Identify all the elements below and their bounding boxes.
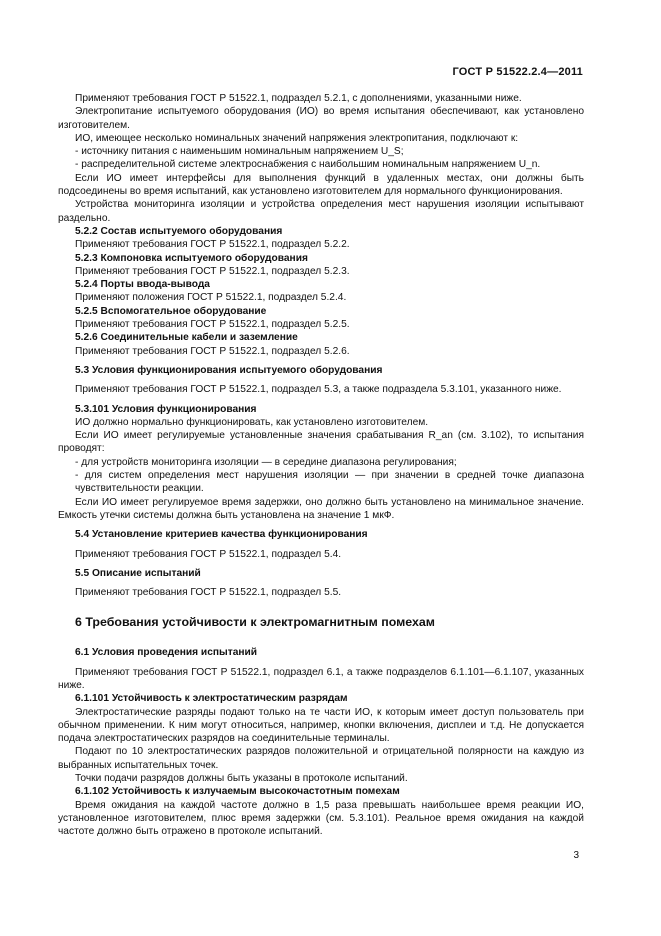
paragraph: Применяют требования ГОСТ Р 51522.1, подраздел 5.2.3. bbox=[75, 265, 350, 277]
paragraph: Если ИО имеет регулируемое время задержки, оно должно быть установлено на минимальное значение. Емкость утечки системы должна быть установлена на значение 1 мкФ. bbox=[58, 496, 584, 521]
section-heading: 5.2.3 Компоновка испытуемого оборудования bbox=[75, 252, 308, 264]
paragraph: Применяют требования ГОСТ Р 51522.1, подраздел 5.2.2. bbox=[75, 239, 350, 251]
page-number: 3 bbox=[573, 850, 579, 861]
paragraph: ИО должно нормально функционировать, как установлено изготовителем. bbox=[75, 416, 429, 428]
section-heading: 5.3.101 Условия функционирования bbox=[75, 403, 257, 415]
list-item: - для систем определения мест нарушения изоляции — при значении в средней точке диапазона чувствительности реакции. bbox=[75, 470, 584, 495]
paragraph: ИО, имеющее несколько номинальных значений напряжения электропитания, подключают к: bbox=[75, 132, 519, 144]
paragraph: Применяют требования ГОСТ Р 51522.1, подраздел 5.2.6. bbox=[75, 345, 350, 357]
paragraph: Применяют требования ГОСТ Р 51522.1, подраздел 5.2.5. bbox=[75, 319, 350, 331]
document-body bbox=[58, 92, 584, 839]
paragraph: Электропитание испытуемого оборудования (ИО) во время испытания обеспечивают, как установлено изготовителем. bbox=[58, 106, 584, 131]
list-item: - распределительной системе электроснабжения с наибольшим номинальным напряжением U_n. bbox=[75, 159, 541, 171]
paragraph: Применяют требования ГОСТ Р 51522.1, подраздел 5.2.1, с дополнениями, указанными ниже. bbox=[75, 93, 522, 104]
paragraph: Подают по 10 электростатических разрядов положительной и отрицательной полярности на каждую из выбранных испытательных точек. bbox=[58, 746, 584, 771]
section-heading: 5.2.6 Соединительные кабели и заземление bbox=[75, 332, 298, 344]
paragraph: Применяют требования ГОСТ Р 51522.1, подраздел 5.3, а также подраздела 5.3.101, указанного ниже. bbox=[75, 384, 562, 396]
section-heading: 6.1.102 Устойчивость к излучаемым высокочастотным помехам bbox=[75, 786, 400, 798]
section-heading: 5.2.2 Состав испытуемого оборудования bbox=[75, 225, 283, 237]
section-heading: 5.3 Условия функционирования испытуемого оборудования bbox=[75, 364, 383, 376]
paragraph: Применяют требования ГОСТ Р 51522.1, подраздел 6.1, а также подразделов 6.1.101—6.1.107, указанных ниже. bbox=[58, 666, 584, 691]
section-heading: 5.5 Описание испытаний bbox=[75, 567, 201, 579]
list-item: - для устройств мониторинга изоляции — в середине диапазона регулирования; bbox=[75, 456, 457, 468]
section-heading: 6.1.101 Устойчивость к электростатическим разрядам bbox=[75, 693, 348, 705]
section-heading: 5.2.4 Порты ввода-вывода bbox=[75, 279, 210, 291]
paragraph: Применяют требования ГОСТ Р 51522.1, подраздел 5.5. bbox=[75, 587, 342, 599]
chapter-heading: 6 Требования устойчивости к электромагнитным помехам bbox=[75, 615, 435, 630]
document-code-header: ГОСТ Р 51522.2.4—2011 bbox=[452, 66, 583, 78]
list-item: - источнику питания с наименьшим номинальным напряжением U_S; bbox=[75, 146, 404, 158]
paragraph: Если ИО имеет регулируемые установленные значения срабатывания R_an (см. 3.102), то испытания проводят: bbox=[58, 430, 584, 455]
paragraph: Устройства мониторинга изоляции и устройства определения мест нарушения изоляции испытывают раздельно. bbox=[58, 199, 584, 224]
section-heading: 5.4 Установление критериев качества функционирования bbox=[75, 529, 368, 541]
paragraph: Электростатические разряды подают только на те части ИО, к которым имеет доступ пользователь при обычном применении. К ним могут относиться, например, кнопки включения, дисплеи и т.д. Не допускается подача электростатических разрядов на соединительные терминалы. bbox=[58, 706, 584, 745]
section-heading: 6.1 Условия проведения испытаний bbox=[75, 647, 258, 659]
paragraph: Если ИО имеет интерфейсы для выполнения функций в удаленных местах, они должны быть подсоединены во время испытаний, как установлено изготовителем для нормального функционирования. bbox=[58, 172, 584, 198]
paragraph: Время ожидания на каждой частоте должно в 1,5 раза превышать наибольшее время реакции ИО, установленное изготовителем, плюс время задержки (см. 5.3.101). Реальное время ожидания на каждой частоте должно быть отражено в протоколе испытаний. bbox=[58, 799, 584, 838]
section-heading: 5.2.5 Вспомогательное оборудование bbox=[75, 305, 267, 317]
paragraph: Применяют положения ГОСТ Р 51522.1, подраздел 5.2.4. bbox=[75, 292, 347, 304]
paragraph: Точки подачи разрядов должны быть указаны в протоколе испытаний. bbox=[75, 773, 408, 785]
paragraph: Применяют требования ГОСТ Р 51522.1, подраздел 5.4. bbox=[75, 548, 342, 560]
